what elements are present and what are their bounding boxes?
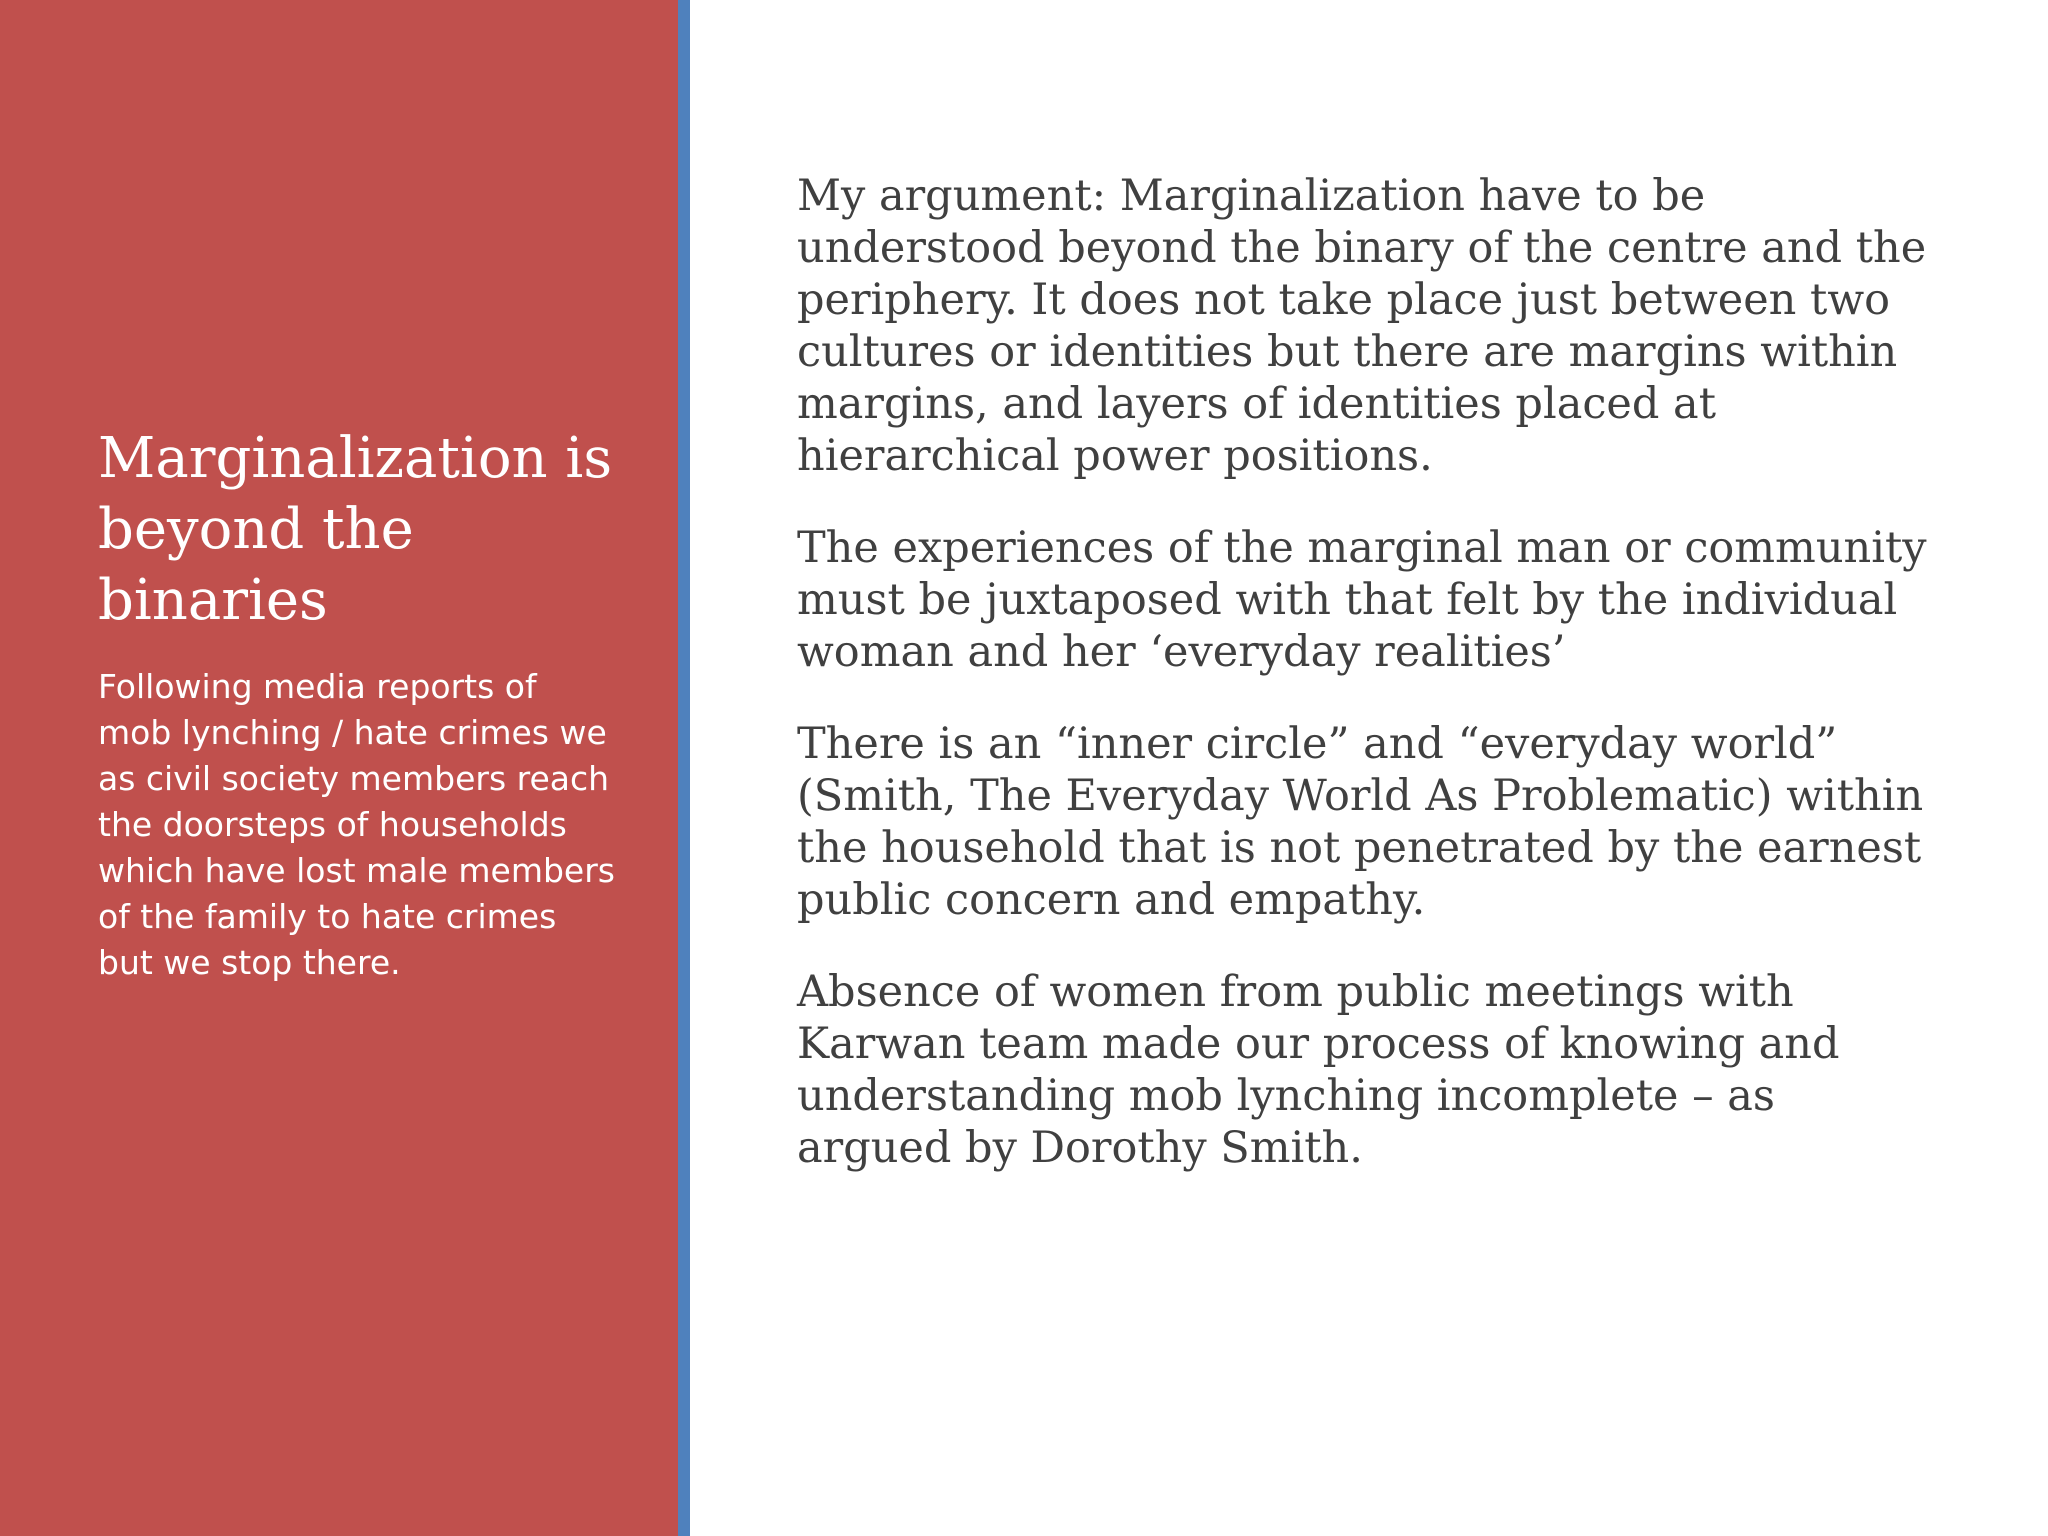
absence-paragraph: Absence of women from public meetings with Karwan team made our process of knowing and understanding mob lynching incomplete – as argued by Dorothy Smith. <box>797 967 1840 1173</box>
title-panel <box>0 0 678 1536</box>
slide-title: Marginalization is beyond the binaries <box>98 426 613 633</box>
experiences-paragraph: The experiences of the marginal man or community must be juxtaposed with that felt by the individual woman and her ‘everyday realities’ <box>797 523 1927 677</box>
argument-paragraph: My argument: Marginalization have to be understood beyond the binary of the centre and the periphery. It does not take place just between two cultures or identities but there are margins within margins, and layers of identities placed at hierarchical power positions. <box>797 171 1927 481</box>
accent-divider <box>678 0 690 1536</box>
slide-subtitle: Following media reports of mob lynching / hate crimes we as civil society members reach the doorsteps of households which have lost male members of the family to hate crimes but we stop there. <box>98 667 615 982</box>
inner-circle-paragraph: There is an “inner circle” and “everyday world” (Smith, The Everyday World As Problematic) within the household that is not penetrated by the earnest public concern and empathy. <box>797 719 1924 925</box>
body-content <box>797 170 1927 1214</box>
